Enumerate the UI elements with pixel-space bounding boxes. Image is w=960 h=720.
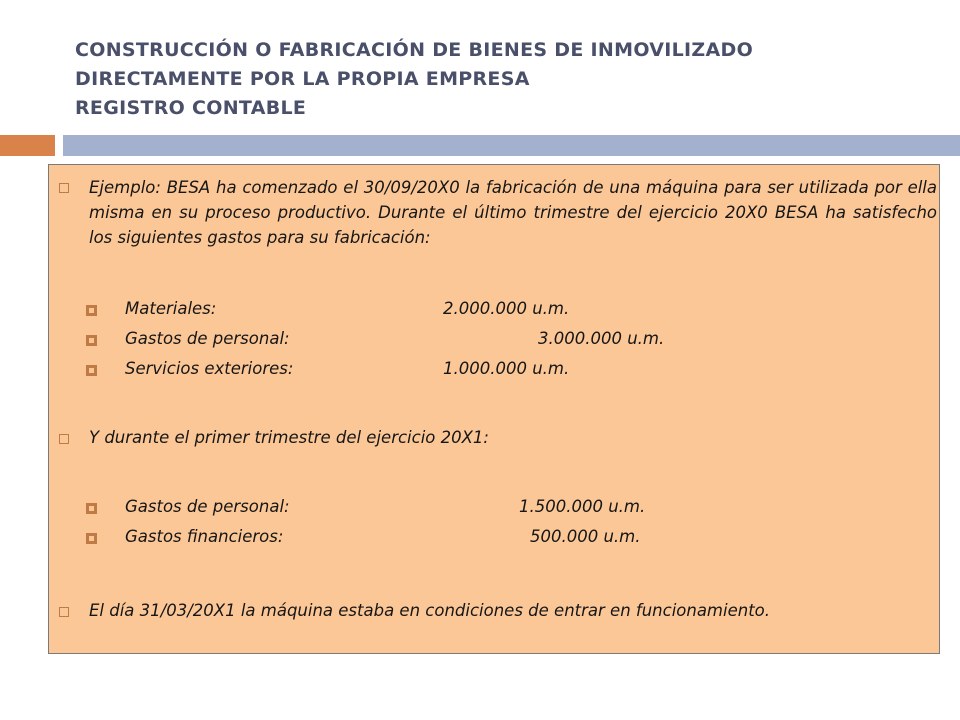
square-bullet-icon <box>86 533 97 544</box>
square-bullet-icon <box>86 305 97 316</box>
title-line-1: CONSTRUCCIÓN O FABRICACIÓN DE BIENES DE INMOVILIZADO <box>75 39 754 61</box>
hollow-square-bullet-icon <box>59 434 69 444</box>
item-value-gastos-personal-2: 1.500.000 u.m. <box>519 497 646 516</box>
item-label-gastos-personal: Gastos de personal: <box>125 329 290 348</box>
title-line-3: REGISTRO CONTABLE <box>75 97 307 119</box>
square-bullet-icon <box>86 335 97 346</box>
example-intro-paragraph: Ejemplo: BESA ha comenzado el 30/09/20X0 la fabricación de una máquina para ser utilizada por ella misma en su proceso productivo. Durante el último trimestre del ejercicio 20X0 BESA ha satisfecho los siguientes gastos para su fabricación: <box>89 178 937 247</box>
square-bullet-icon <box>86 365 97 376</box>
item-value-gastos-financieros: 500.000 u.m. <box>530 527 641 546</box>
header-rule-bar <box>63 135 960 156</box>
square-bullet-icon <box>86 503 97 514</box>
second-period-intro: Y durante el primer trimestre del ejercicio 20X1: <box>89 428 489 447</box>
item-value-gastos-personal: 3.000.000 u.m. <box>538 329 665 348</box>
item-label-servicios-exteriores: Servicios exteriores: <box>125 359 294 378</box>
item-value-materiales: 2.000.000 u.m. <box>443 299 570 318</box>
slide-title <box>75 36 935 123</box>
item-label-gastos-financieros: Gastos financieros: <box>125 527 284 546</box>
item-value-servicios-exteriores: 1.000.000 u.m. <box>443 359 570 378</box>
title-line-2: DIRECTAMENTE POR LA PROPIA EMPRESA <box>75 68 530 90</box>
example-content-box <box>48 164 940 654</box>
hollow-square-bullet-icon <box>59 607 69 617</box>
closing-statement: El día 31/03/20X1 la máquina estaba en condiciones de entrar en funcionamiento. <box>89 601 771 620</box>
accent-bar <box>0 135 55 156</box>
item-label-materiales: Materiales: <box>125 299 217 318</box>
item-label-gastos-personal-2: Gastos de personal: <box>125 497 290 516</box>
hollow-square-bullet-icon <box>59 183 69 193</box>
